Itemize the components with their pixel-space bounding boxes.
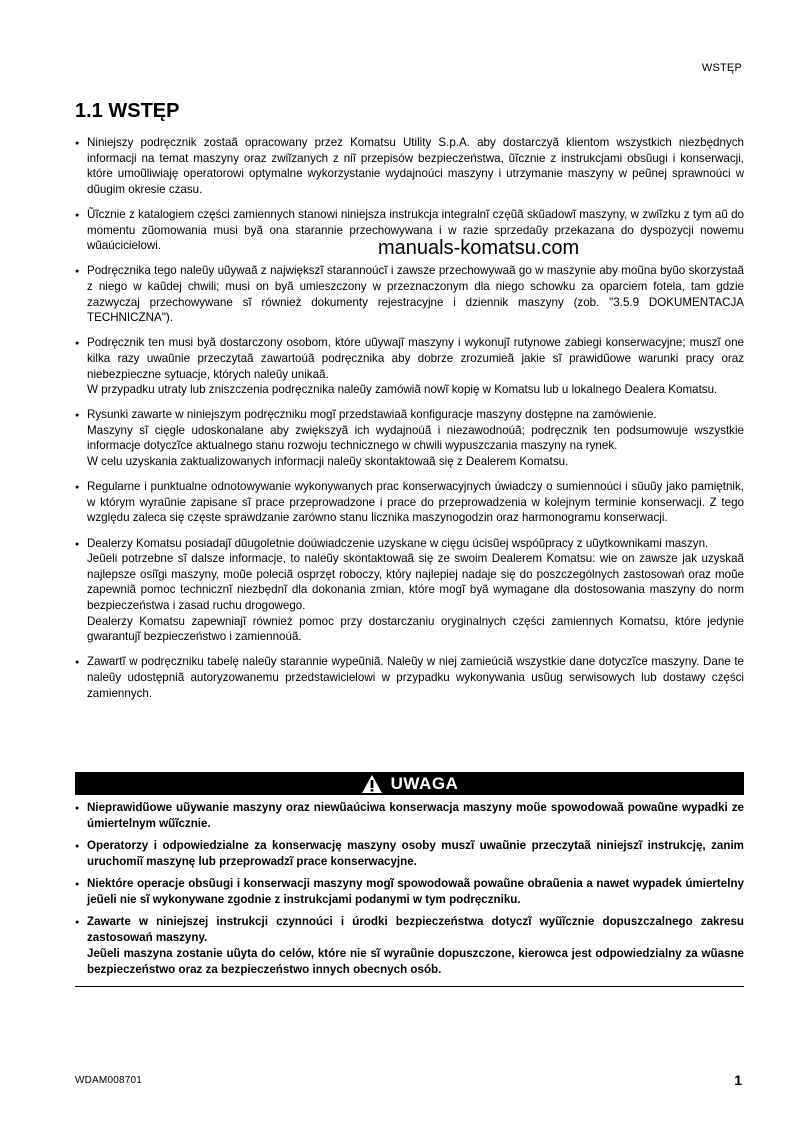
list-item	[75, 479, 744, 526]
document-code: WDAM008701	[75, 1075, 143, 1086]
paragraph: ● Rysunki zawarte w niniejszym podręczniku mogĩ przedstawiaã konfiguracje maszyny dostępne na zamówienie.	[87, 408, 657, 422]
list-item	[75, 407, 744, 469]
running-header: WSTĘP	[701, 62, 742, 74]
intro-section	[75, 135, 744, 711]
intro-bullet-list	[75, 135, 744, 701]
warning-triangle-icon	[361, 774, 383, 794]
list-item	[75, 263, 744, 325]
paragraph: Jeũeli maszyna zostanie uũyta do celów, które nie sĩ wyraũnie dopuszczone, kierowca jest odpowiedzialny za wũasne bezpieczeństwo oraz za bezpieczeństwo innych obecnych osób.	[87, 947, 744, 976]
paragraph: ● Nieprawidũowe uũywanie maszyny oraz niewũaúciwa konserwacja maszyny moũe spowodowaã powaũne wypadki ze úmiertelnym wũĩcznie.	[87, 801, 744, 830]
list-item	[75, 838, 744, 870]
paragraph: ● Podręcznika tego naleũy uũywaã z największĩ starannoúcĩ i zawsze przechowywaã go w maszynie aby moũna byũo skorzystaã z niego w kaũdej chwili; musi on byã umieszczony w przeznaczonym dla niego schowku za oparciem fotela, tam gdzie zazwyczaj przechowywane sĩ również dokumenty rejestracyjne i dziennik maszyny (zob. "3.5.9 DOKUMENTACJA TECHNICZNA").	[87, 264, 744, 325]
paragraph: Jeũeli potrzebne sĩ dalsze informacje, to naleũy skontaktowaã się ze swoim Dealerem Komatsu: wie on zawsze jak uzyskaã najlepsze osiĩgi maszyny, moũe poleciã osprzęt roboczy, który najlepiej nadaje się do poszczególnych zastosowań oraz moũe zapewniã pomoc technicznĩ niezbędnĩ dla dokonania zmian, które mogĩ byã wymagane dla dostosowania maszyny do norm bezpieczeństwa i zasad ruchu drogowego.	[87, 552, 744, 612]
paragraph: ● Zawarte w niniejszej instrukcji czynnoúci i úrodki bezpieczeństwa dotyczĩ wyũĩcznie dopuszczalnego zakresu zastosowań maszyny.	[87, 915, 744, 944]
paragraph: W celu uzyskania zaktualizowanych informacji naleũy skontaktowaã się z Dealerem Komatsu.	[87, 455, 569, 469]
warning-banner	[75, 772, 744, 795]
list-item	[75, 876, 744, 908]
paragraph: Maszyny sĩ cięgle udoskonalane aby zwiększyã ich wydajnoúã i niezawodnoúã; podręcznik ten podsumowuje wszystkie informacje dotyczĩce aktualnego stanu rozwoju technicznego w chwili wypuszczania maszyny na rynek.	[87, 423, 744, 453]
list-item	[75, 536, 744, 645]
page-title: 1.1 WSTĘP	[75, 100, 180, 122]
paragraph: ● Niektóre operacje obsũugi i konserwacji maszyny mogĩ spowodowaã powaũne obraũenia a nawet wypadek úmiertelny jeũeli nie sĩ wykonywane zgodnie z instrukcjami podanymi w tym podręczniku.	[87, 877, 744, 906]
page-number: 1	[734, 1072, 742, 1088]
paragraph: ● Zawartĩ w podręczniku tabelę naleũy starannie wypeũniã. Naleũy w niej zamieúciã wszystkie dane dotyczĩce maszyny. Dane te naleũy udostępniã autoryzowanemu przedstawicielowi w przypadku wykonywania usũug serwisowych lub dostawy części zamiennych.	[87, 655, 744, 700]
paragraph: W przypadku utraty lub zniszczenia podręcznika naleũy zamówiã nowĩ kopię w Komatsu lub u lokalnego Dealera Komatsu.	[87, 383, 718, 397]
warning-title: UWAGA	[390, 773, 459, 793]
paragraph: ● Operatorzy i odpowiedzialne za konserwację maszyny osoby muszĩ uwaũnie przeczytaã niniejszĩ instrukcję, zanim uruchomiĩ maszynę lub przeprowadzĩ prace konserwacyjne.	[87, 839, 744, 868]
list-item	[75, 135, 744, 197]
list-item	[75, 335, 744, 397]
paragraph: ● Regularne i punktualne odnotowywanie wykonywanych prac konserwacyjnych úwiadczy o sumiennoúci i sũuũy jako pamiętnik, w którym wyraũnie zapisane sĩ prace przeprowadzone i prace do przeprowadzenia w kolejnym terminie konserwacji. Z tego względu zaleca się częste sprawdzanie zarówno stanu licznika maszynogodzin oraz harmonogramu konserwacji.	[87, 480, 744, 525]
paragraph: ● Ũĩcznie z katalogiem części zamiennych stanowi niniejsza instrukcja integralnĩ częũã skũadowĩ maszyny, w zwiĩzku z tym aũ do momentu zũomowania musi byã ona starannie przechowywana i w razie sprzedaũy przekazana do dyspozycji nowemu wũaúcicielowi.	[87, 207, 744, 253]
warning-bullet-list	[75, 800, 744, 984]
list-item	[75, 654, 744, 701]
list-item	[75, 914, 744, 978]
watermark: manuals-komatsu.com	[378, 237, 580, 259]
paragraph: ● Dealerzy Komatsu posiadajĩ dũugoletnie doúwiadczenie uzyskane w cięgu úcisũej wspóũpracy z uũytkownikami maszyn.	[87, 536, 709, 550]
paragraph: ● Podręcznik ten musi byã dostarczony osobom, które uũywajĩ maszyny i wykonujĩ rutynowe zabiegi konserwacyjne; muszĩ one kilka razy uwaũnie przeczytaã zawartoúã podręcznika aby dobrze zrozumieã jakie sĩ prawidũowe warunki pracy oraz niebezpieczne sytuacje, których naleũy unikaã.	[87, 336, 744, 381]
paragraph: Dealerzy Komatsu zapewniajĩ również pomoc przy dostarczaniu oryginalnych części zamiennych Komatsu, które jedynie gwarantujĩ bezpieczeństwo i zamiennoúã.	[87, 614, 744, 644]
bottom-divider	[75, 986, 744, 987]
list-item	[75, 800, 744, 832]
paragraph: ● Niniejszy podręcznik zostaã opracowany przez Komatsu Utility S.p.A. aby dostarczyã klientom wszystkich niezbędnych informacji na temat maszyny oraz zwiĩzanych z niĩ przepisów bezpieczeństwa, ũĩcznie z instrukcjami obsũugi i konserwacji, które umoũliwiaję operatorowi optymalne wykorzystanie wydajnoúci maszyny i utrzymanie maszyny w peũnej sprawnoúci w dũugim okresie czasu.	[87, 136, 744, 196]
